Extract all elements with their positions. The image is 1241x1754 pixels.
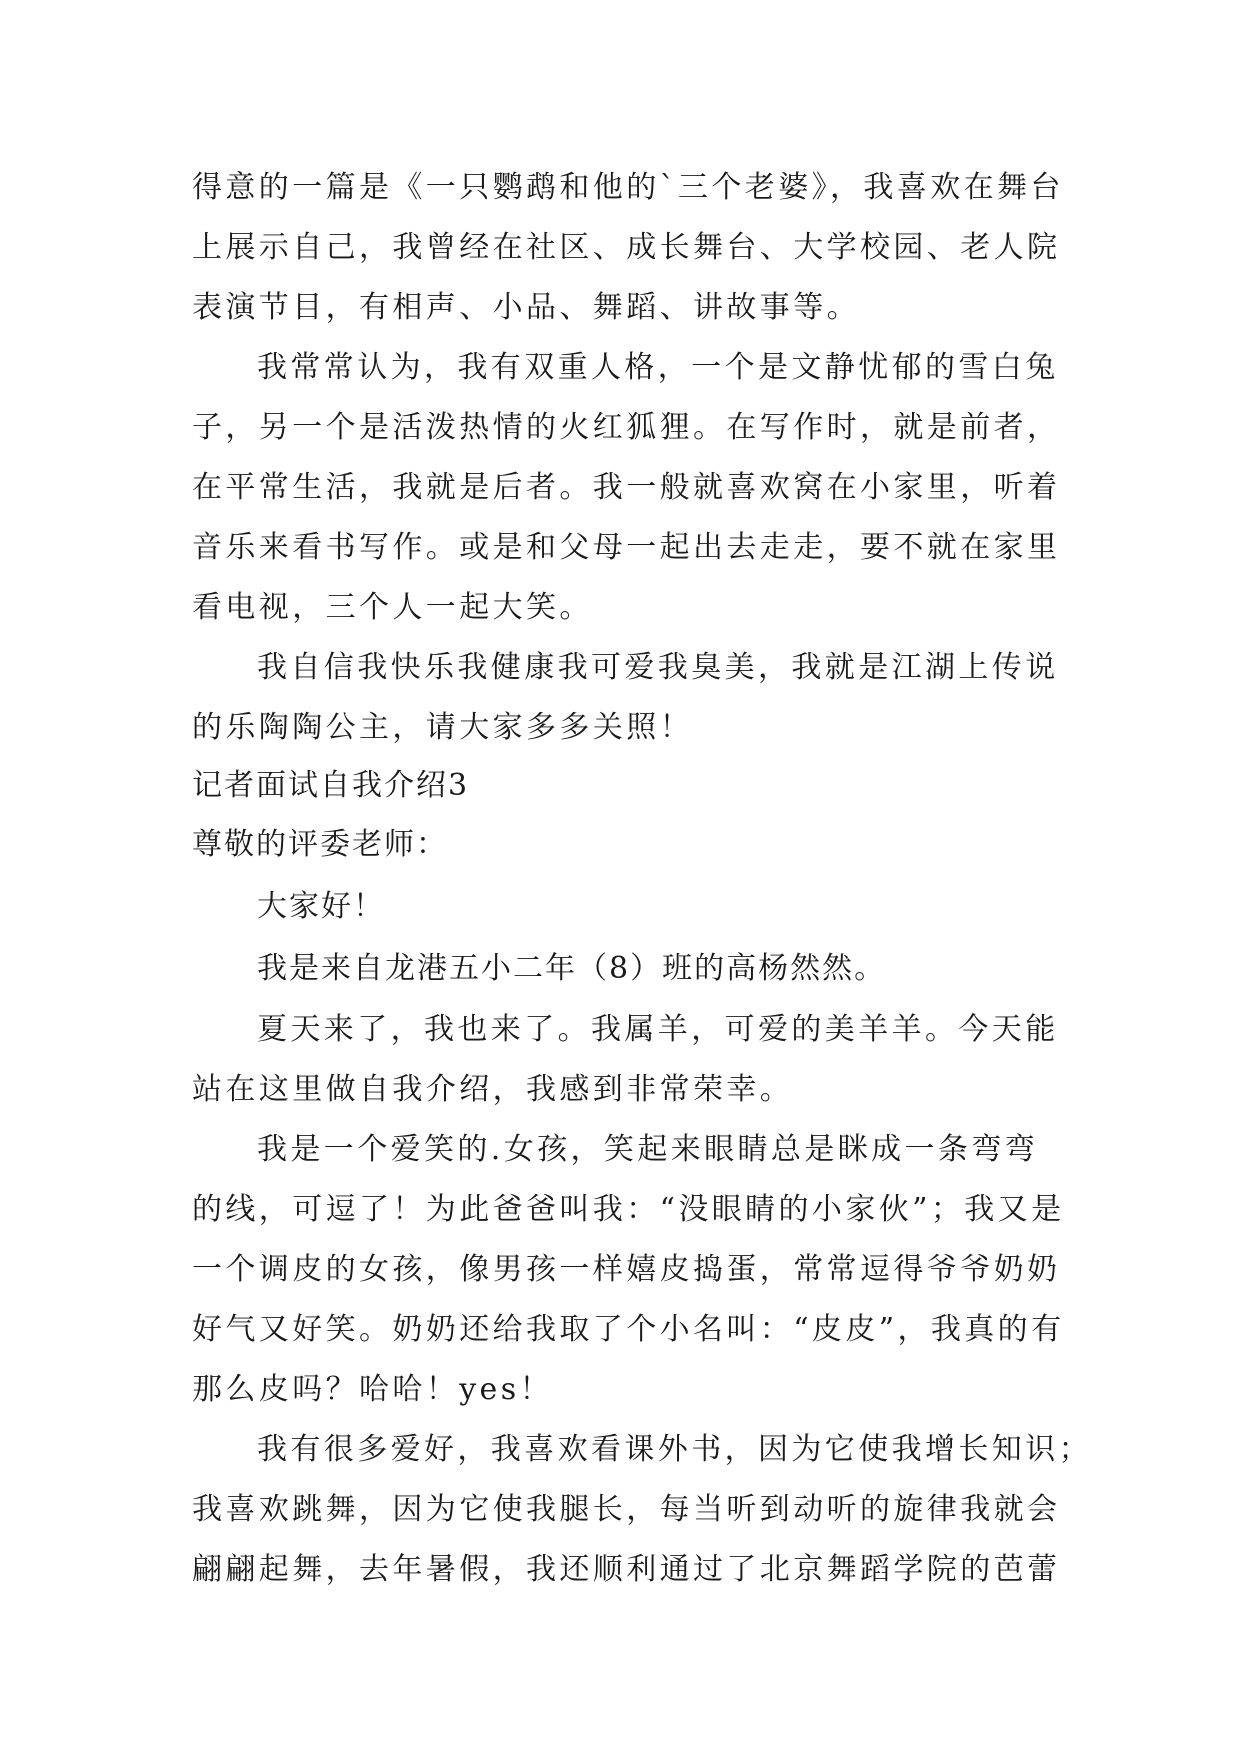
- text-line: 站在这里做自我介绍，我感到非常荣幸。: [192, 1072, 794, 1107]
- text-line: 我喜欢跳舞，因为它使我腿长，每当听到动听的旋律我就会: [192, 1492, 1061, 1527]
- text-line: 好气又好笑。奶奶还给我取了个小名叫：“皮皮”，我真的有: [192, 1312, 1065, 1347]
- text-line: 的乐陶陶公主，请大家多多关照！: [192, 710, 693, 745]
- paragraph-speech-continuation: [192, 158, 1064, 338]
- salutation: 尊敬的评委老师：: [192, 827, 448, 862]
- paragraph-dual-personality: [192, 338, 1060, 638]
- intro-line: 我是来自龙港五小二年（8）班的高杨然然。: [257, 951, 887, 986]
- text-line: 的线，可逗了！为此爸爸叫我：“没眼睛的小家伙”；我又是: [192, 1192, 1065, 1227]
- text-line: 子，另一个是活泼热情的火红狐狸。在写作时，就是前者，: [192, 410, 1061, 445]
- paragraph-hobbies: [192, 1420, 1092, 1600]
- text-line: 我是一个爱笑的.女孩，笑起来眼睛总是眯成一条弯弯: [257, 1132, 1039, 1167]
- text-line: 我自信我快乐我健康我可爱我臭美，我就是江湖上传说: [257, 650, 1059, 685]
- text-line: 那么皮吗？哈哈！yes！: [192, 1372, 553, 1407]
- text-line: 看电视，三个人一起大笑。: [192, 590, 593, 625]
- text-line: 我有很多爱好，我喜欢看课外书，因为它使我增长知识；: [257, 1432, 1092, 1467]
- text-line: 夏天来了，我也来了。我属羊，可爱的美羊羊。今天能: [257, 1012, 1059, 1047]
- text-line: 上展示自己，我曾经在社区、成长舞台、大学校园、老人院: [192, 230, 1061, 265]
- greeting: 大家好！: [257, 889, 385, 924]
- text-line: 我常常认为，我有双重人格，一个是文静忧郁的雪白兔: [257, 350, 1059, 385]
- paragraph-personality: [192, 1120, 1065, 1420]
- text-line: 翩翩起舞，去年暑假，我还顺利通过了北京舞蹈学院的芭蕾: [192, 1552, 1061, 1587]
- paragraph-closing: [192, 638, 1060, 758]
- text-line: 在平常生活，我就是后者。我一般就喜欢窝在小家里，听着: [192, 470, 1061, 505]
- text-line: 表演节目，有相声、小品、舞蹈、讲故事等。: [192, 290, 860, 325]
- text-line: 音乐来看书写作。或是和父母一起出去走走，要不就在家里: [192, 530, 1061, 565]
- section-title: 记者面试自我介绍3: [192, 768, 470, 803]
- document-body: [192, 158, 1092, 1600]
- paragraph-summer: [192, 1000, 1060, 1120]
- text-line: 得意的一篇是《一只鹦鹉和他的`三个老婆》，我喜欢在舞台: [192, 170, 1064, 205]
- text-line: 一个调皮的女孩，像男孩一样嬉皮捣蛋，常常逗得爷爷奶奶: [192, 1252, 1061, 1287]
